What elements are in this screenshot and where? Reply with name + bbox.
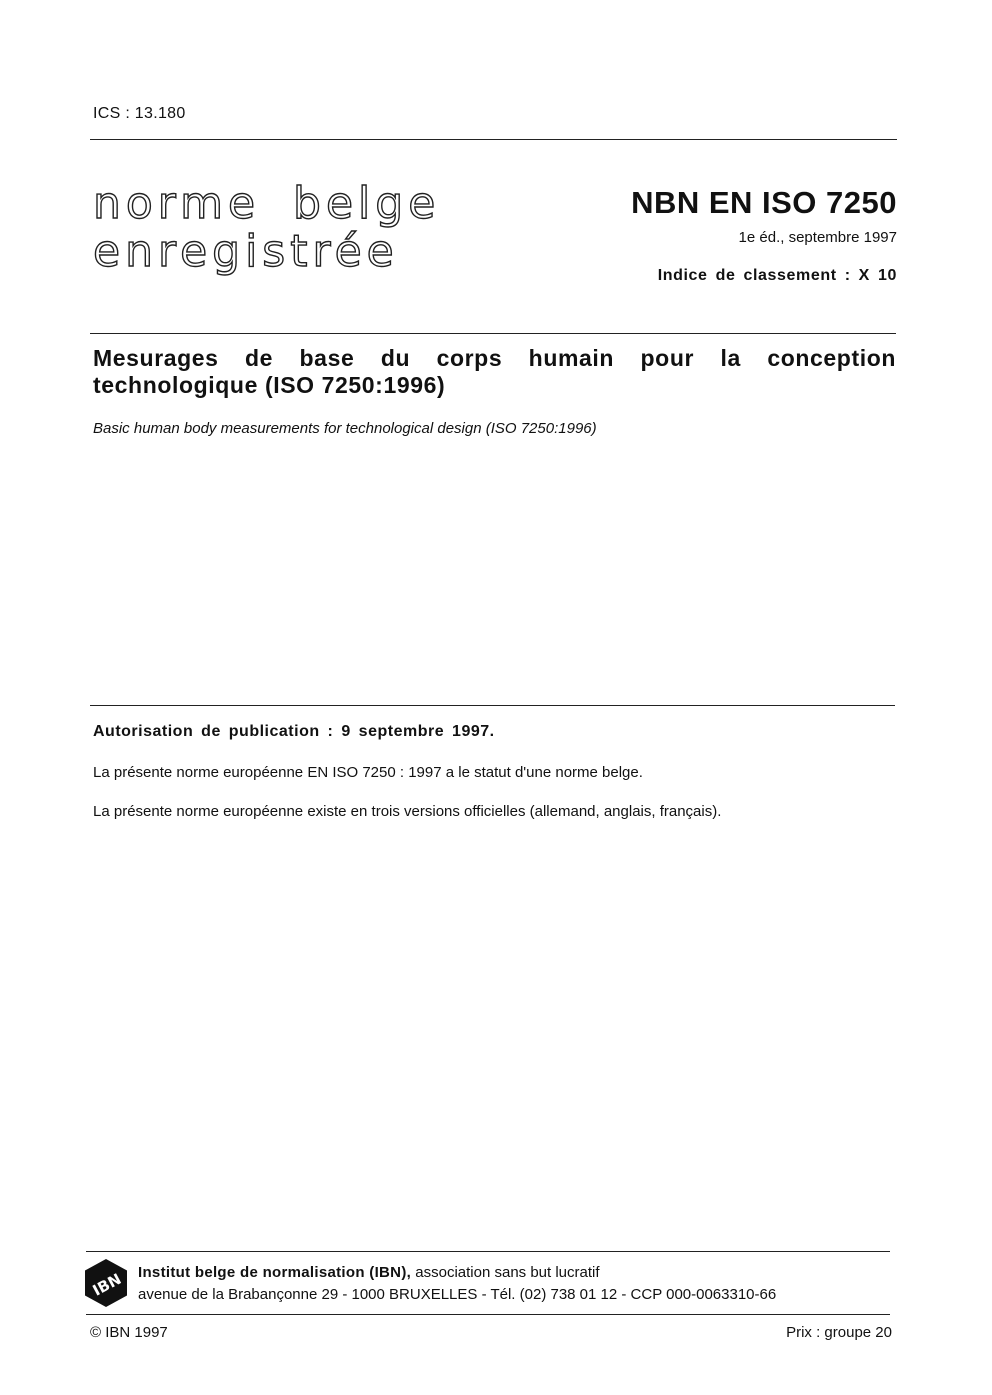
footer-top-rule [86, 1251, 890, 1252]
belgian-status-statement: La présente norme européenne EN ISO 7250 : 1997 a le statut d'une norme belge. [93, 764, 643, 781]
institute-name: Institut belge de normalisation (IBN), [138, 1264, 412, 1281]
publication-rule [90, 705, 895, 706]
header-rule [90, 139, 897, 140]
ics-code: ICS : 13.180 [93, 105, 186, 122]
title-top-rule [90, 333, 896, 334]
copyright: © IBN 1997 [90, 1324, 168, 1341]
institute-address: avenue de la Brabançonne 29 - 1000 BRUXELLES - Tél. (02) 738 01 12 - CCP 000-0063310-66 [138, 1286, 777, 1303]
title-french: Mesurages de base du corps humain pour la conception technologique (ISO 7250:1996) [93, 345, 896, 398]
registered-standard-line1: norme belge [93, 178, 441, 229]
ibn-logo-icon [84, 1258, 128, 1308]
title-english: Basic human body measurements for technological design (ISO 7250:1996) [93, 420, 597, 437]
standard-number: NBN EN ISO 7250 [631, 185, 897, 220]
registered-standard-line2: enregistrée [93, 226, 399, 277]
official-versions-statement: La présente norme européenne existe en trois versions officielles (allemand, anglais, français). [93, 803, 722, 820]
footer-bottom-rule [86, 1314, 890, 1315]
price-group: Prix : groupe 20 [786, 1324, 892, 1341]
ibn-logo-lettering: IBN [89, 1269, 125, 1300]
institute-line [138, 1264, 600, 1281]
publication-authorization: Autorisation de publication : 9 septembre 1997. [93, 723, 495, 740]
classification-index: Indice de classement : X 10 [657, 267, 897, 284]
edition-date: 1e éd., septembre 1997 [738, 229, 897, 246]
institute-type: association sans but lucratif [415, 1264, 600, 1281]
